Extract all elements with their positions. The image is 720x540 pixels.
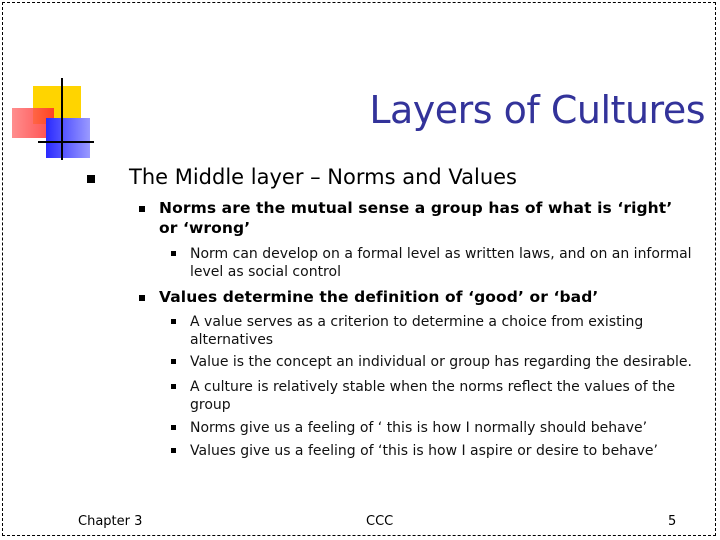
values-item-line1: Value is the concept an individual or group has regarding the desirable. <box>190 354 692 370</box>
values-heading: Values determine the definition of ‘good’ or ‘bad’ <box>159 288 599 306</box>
page-number: 5 <box>668 514 677 529</box>
bullet-icon <box>171 319 176 324</box>
logo-blue-square <box>46 118 90 158</box>
norms-sub-line2: level as social control <box>190 264 341 280</box>
level1-heading: The Middle layer – Norms and Values <box>129 165 517 189</box>
values-item-line1: A culture is relatively stable when the norms reflect the values of the <box>190 379 676 395</box>
slide-title: Layers of Cultures <box>369 88 705 132</box>
values-item-line1: Norms give us a feeling of ‘ this is how I normally should behave’ <box>190 420 648 436</box>
bullet-icon <box>171 425 176 430</box>
bullet-icon <box>139 206 145 212</box>
values-item-line1: Values give us a feeling of ‘this is how I aspire or desire to behave’ <box>190 443 658 459</box>
bullet-icon <box>171 384 176 389</box>
footer-chapter: Chapter 3 <box>78 514 143 529</box>
values-item-line2: group <box>190 397 231 413</box>
values-item-line2: alternatives <box>190 332 274 348</box>
logo-horizontal-line <box>38 141 94 143</box>
norms-heading-line1: Norms are the mutual sense a group has of what is ‘right’ <box>159 199 673 217</box>
bullet-icon <box>171 448 176 453</box>
norms-heading-line2: or ‘wrong’ <box>159 219 251 237</box>
norms-sub-line1: Norm can develop on a formal level as written laws, and on an informal <box>190 246 692 262</box>
slide-logo <box>0 0 100 170</box>
logo-vertical-line <box>61 78 63 160</box>
bullet-icon <box>171 359 176 364</box>
bullet-icon <box>87 175 95 183</box>
footer-center: CCC <box>366 514 394 529</box>
values-item-line1: A value serves as a criterion to determine a choice from existing <box>190 314 644 330</box>
bullet-icon <box>171 251 176 256</box>
bullet-icon <box>139 295 145 301</box>
